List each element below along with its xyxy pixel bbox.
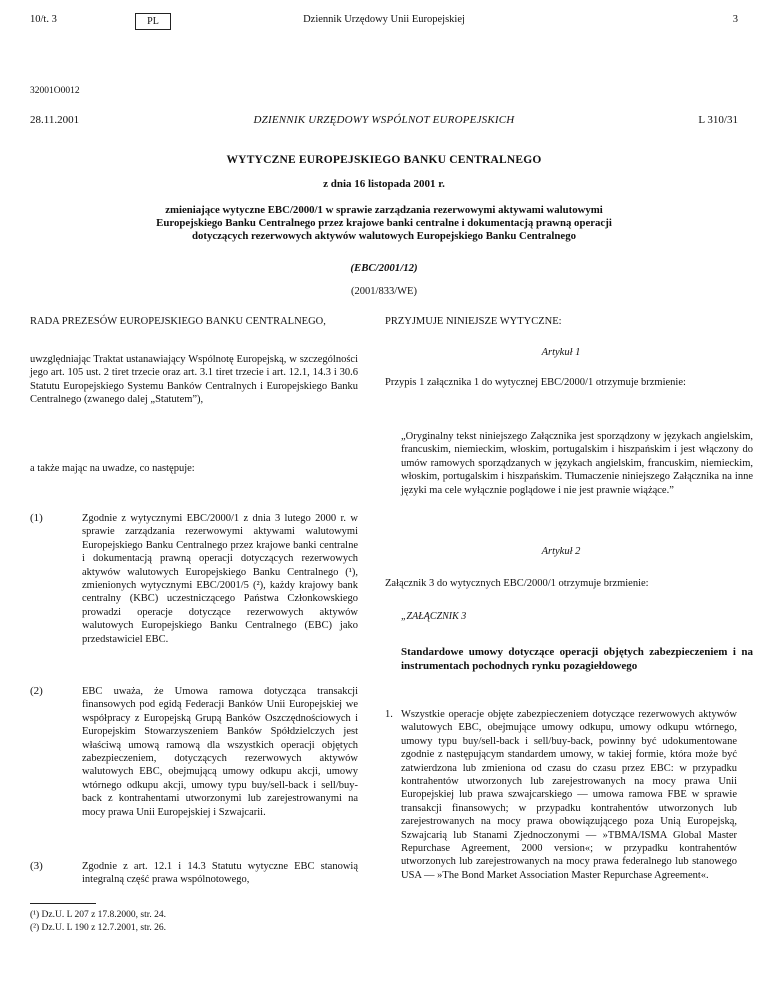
celex-number: 32001O0012 [30, 86, 80, 96]
article-2-title: Artykuł 2 [541, 546, 581, 557]
recital-number: (2) [30, 685, 43, 697]
document-subject [60, 204, 708, 243]
journal-title: Dziennik Urzędowy Unii Europejskiej [303, 14, 465, 25]
footnote: (²) Dz.U. L 190 z 12.7.2001, str. 26. [30, 923, 167, 933]
point-text: Wszystkie operacje objęte zabezpieczeniem dotyczące rezerwowych aktywów walutowych EBC, obejmujące umowy odkupu, umowy odkupu wtórnego, umowy typu buy/sell-back i sell/buy-back, powinny być udokumentowane zgodnie z następującym standardem umowy, w takiej formie, która może być zatwierdzona lub zmieniona od czasu do czasu przez EBC: w przypadku kontrahentów utworzonych lub zarejestrowanych na mocy prawa Unii Europejskiej lub prawa szwajcarskiego — umowa ramowa FBE w sprawie transakcji finansowych; w przypadku kontrahentów utworzonych lub zarejestrowanych na mocy prawa obowiązującego poza Unią Europejską, Szwajcarią lub Stanami Zjednoczonymi — »TBMA/ISMA Global Master Repurchase Agreement, 2000 version«; w przypadku kontrahentów utworzonych lub zarejestrowanych na mocy prawa federalnego lub stanowego USA — »The Bond Market Association Master Repurchase Agreement«. [401, 709, 737, 881]
article-1-title: Artykuł 1 [541, 347, 581, 358]
subject-line: zmieniające wytyczne EBC/2000/1 w sprawie zarządzania rezerwowymi aktywami walutowymi [165, 204, 603, 216]
original-journal-title: DZIENNIK URZĘDOWY WSPÓLNOT EUROPEJSKICH [253, 114, 515, 126]
issue-number: 10/t. 3 [30, 14, 57, 25]
council-heading: RADA PREZESÓW EUROPEJSKIEGO BANKU CENTRALNEGO, [30, 316, 326, 327]
subject-line: Europejskiego Banku Centralnego przez krajowe banki centralne i dokumentacją prawną operacji [156, 217, 612, 229]
recital-number: (3) [30, 860, 43, 872]
document-title: WYTYCZNE EUROPEJSKIEGO BANKU CENTRALNEGO [226, 154, 542, 166]
recital-intro: uwzględniając Traktat ustanawiający Wspólnotę Europejską, w szczególności jego art. 105 ust. 2 tiret trzecie oraz art. 3.1 tiret trzecie i art. 12.1, 14.3 i 30.6 Statutu Europejskiego Systemu Banków Centralnych i Europejskiego Banku Centralnego (zwanego dalej „Statutem”), [30, 354, 358, 406]
language-badge: PL [135, 13, 171, 30]
journal-reference: L 310/31 [698, 114, 738, 126]
recital-item [30, 512, 358, 646]
adopts-heading: PRZYJMUJE NINIEJSZE WYTYCZNE: [385, 316, 562, 327]
annex-title: Standardowe umowy dotyczące operacji objętych zabezpieczeniem i na instrumentach pochodnych rynku pozagiełdowego [401, 646, 753, 672]
article-1-quote: „Oryginalny tekst niniejszego Załącznika jest sporządzony w językach angielskim, francuskim, niemieckim, włoskim, portugalskim i hiszpańskim i jest włączony do umów ramowych sporządzanych w językach angielskim, francuskim, niemieckim, włoskim, portugalskim i hiszpańskim. Tłumaczenie niniejszego Załącznika na inne języki ma cele wyłącznie poglądowe i nie jest prawnie wiążące.” [401, 431, 753, 496]
recital-text: EBC uważa, że Umowa ramowa dotycząca transakcji finansowych pod egidą Federacji Banków Unii Europejskiej we współpracy z Europejską Grupą Banków Oszczędnościowych i Europejskim Stowarzyszeniem Banków Spółdzielczych jest właściwą umową ramową dla wszystkich operacji objętych zabezpieczeniem, dotyczących rezerwowych aktywów walutowych EBC, obejmującą umowy odkupu akcji, umowy wtórnego odkupu akcji, umowy typu buy/sell-back i sell/buy-back z kontrahentami utworzonymi lub zarejestrowanymi na mocy prawa Unii Europejskiej i Szwajcarii. [82, 686, 358, 818]
publication-date: 28.11.2001 [30, 114, 80, 126]
page-number: 3 [732, 14, 738, 25]
recital-number: (1) [30, 512, 43, 524]
recital-text: Zgodnie z art. 12.1 i 14.3 Statutu wytyczne EBC stanowią integralną część prawa wspólnotowego, [82, 861, 358, 886]
whereas-line: a także mając na uwadze, co następuje: [30, 463, 195, 474]
recital-text: Zgodnie z wytycznymi EBC/2000/1 z dnia 3 lutego 2000 r. w sprawie zarządzania rezerwowymi aktywami walutowymi Europejskiego Banku Centralnego przez krajowe banki centralne i dokumentacją prawną operacji dotyczących rezerwowych aktywów walutowych Europejskiego Banku Centralnego (¹), zmienionych wytycznymi EBC/2001/5 (²), każdy krajowy bank centralny (KBC) uczestniczącego Państwa Członkowskiego prowadzi operacje dotyczące rezerwowych aktywów walutowych Europejskiego Banku Centralnego (EBC) jako przedstawiciel EBC. [82, 513, 358, 645]
subject-line: dotyczących rezerwowych aktywów walutowych Europejskiego Banku Centralnego [191, 230, 577, 242]
document-code: (EBC/2001/12) [350, 262, 418, 274]
recital-item [30, 860, 358, 887]
footnote-rule [30, 903, 96, 904]
annex-point [385, 708, 737, 882]
article-1-text: Przypis 1 załącznika 1 do wytycznej EBC/2000/1 otrzymuje brzmienie: [385, 377, 686, 388]
document-date: z dnia 16 listopada 2001 r. [323, 178, 445, 190]
document-number: (2001/833/WE) [351, 286, 417, 297]
article-2-text: Załącznik 3 do wytycznych EBC/2000/1 otrzymuje brzmienie: [385, 578, 649, 589]
point-number: 1. [385, 709, 393, 720]
recital-item [30, 685, 358, 819]
annex-label: „ZAŁĄCZNIK 3 [401, 611, 467, 622]
footnote: (¹) Dz.U. L 207 z 17.8.2000, str. 24. [30, 910, 167, 920]
